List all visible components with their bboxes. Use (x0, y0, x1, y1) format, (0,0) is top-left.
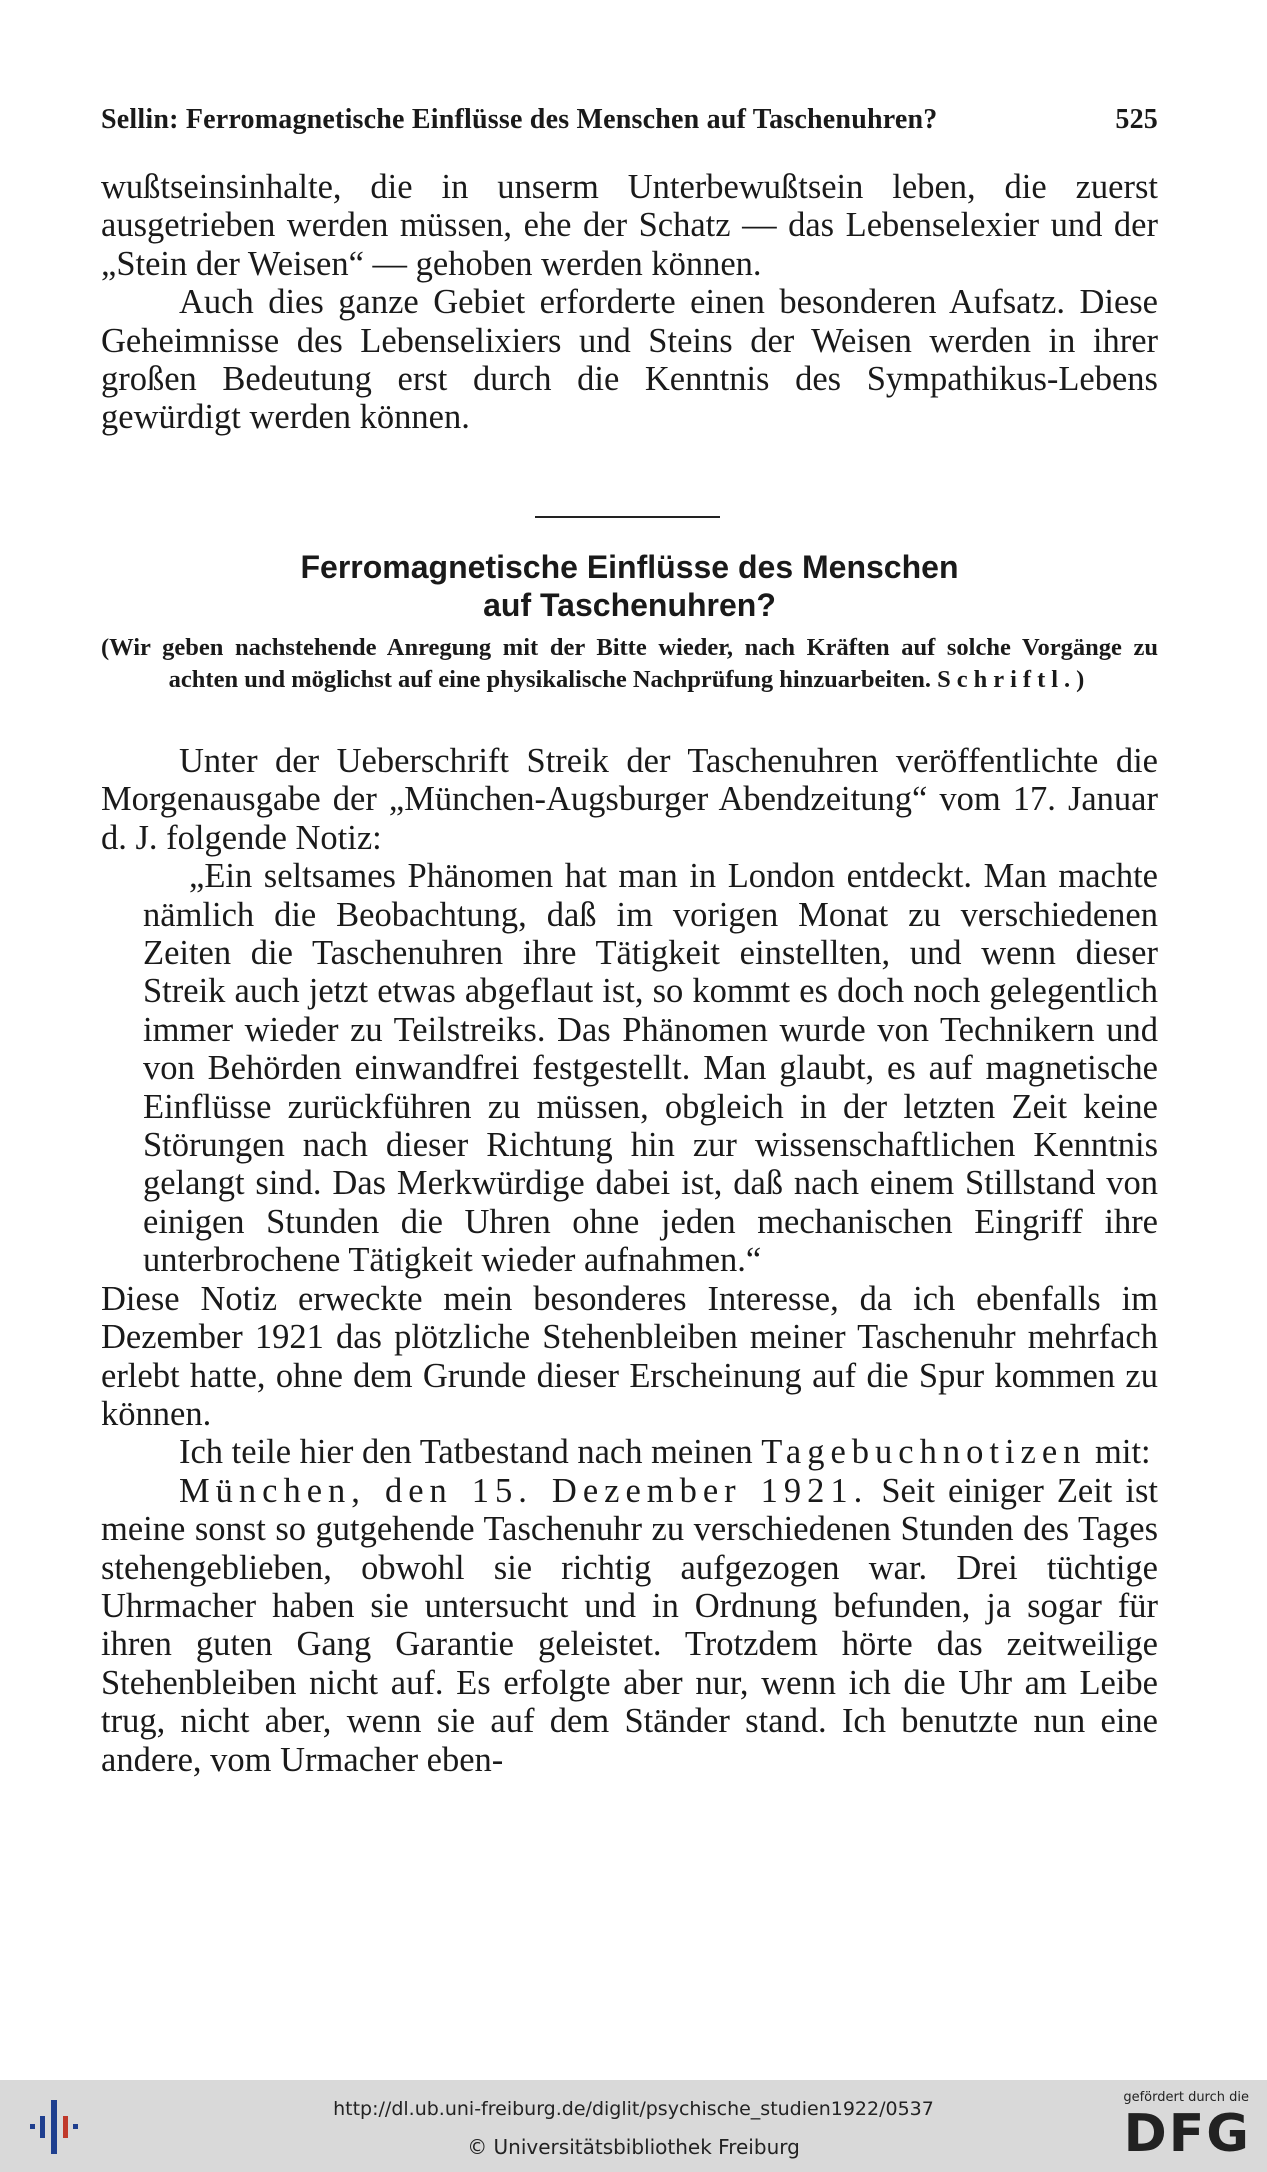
dfg-logo: DFG (1123, 2104, 1251, 2164)
running-head (101, 104, 1158, 136)
copyright: © Universitätsbibliothek Freiburg (467, 2135, 800, 2159)
diary-entry (101, 1472, 1158, 1779)
permalink[interactable]: http://dl.ub.uni-freiburg.de/diglit/psychische_studien1922/0537 (333, 2098, 934, 2120)
editor-note (101, 632, 1158, 696)
article-title-line: auf Taschenuhren? (483, 587, 776, 623)
editor-signature: Schriftl.) (937, 666, 1091, 693)
paragraph: wußtseinsinhalte, die in unserm Unterbewußtsein leben, die zuerst ausgetrieben werden müssen, ehe der Schatz — das Lebenselexier und der „Stein der Weisen“ — gehoben werden können. (101, 168, 1158, 283)
article-title-line: Ferromagnetische Einflüsse des Menschen (300, 549, 959, 585)
previous-article-text (101, 168, 1158, 437)
viewer-footer (0, 2080, 1267, 2172)
article-title (101, 548, 1158, 624)
section-divider (535, 516, 720, 518)
editor-note-text: (Wir geben nachstehende Anregung mit der Bitte wieder, nach Kräften auf solche Vorgänge zu achten und möglichst auf eine physikalische Nachprüfung hinzuarbeiten. (101, 634, 1158, 693)
page-number: 525 (1115, 104, 1158, 135)
article-body (101, 742, 1158, 1779)
newspaper-quote: „Ein seltsames Phänomen hat man in London entdeckt. Man machte nämlich die Beobachtung, daß im vorigen Monat zu verschiedenen Zeiten die Taschenuhren ihre Tätigkeit einstellten, und wenn dieser Streik auch jetzt etwas abgeflaut ist, so kommt es doch noch gelegentlich immer wieder zu Teilstreiks. Das Phänomen wurde von Technikern und von Behörden einwandfrei festgestellt. Man glaubt, es auf magnetische Einflüsse zurückführen zu müssen, obgleich in der letzten Zeit keine Störungen nach dieser Richtung hin zur wissenschaftlichen Kenntnis gelangt sind. Das Merkwürdige dabei ist, daß nach einem Stillstand von einigen Stunden die Uhren ohne jeden mechanischen Eingriff ihre unterbrochene Tätigkeit wieder aufnahmen.“ (143, 857, 1158, 1280)
paragraph (101, 1433, 1158, 1471)
paragraph: Diese Notiz erweckte mein besonderes Interesse, da ich ebenfalls im Dezember 1921 das plötzliche Stehenbleiben meiner Taschenuhr mehrfach erlebt hatte, ohne dem Grunde dieser Erscheinung auf die Spur kommen zu können. (101, 1279, 1158, 1433)
diary-text: Seit einiger Zeit ist meine sonst so gutgehende Taschenuhr zu verschiedenen Stunden des Tages stehengeblieben, obwohl sie richtig aufgezogen war. Drei tüchtige Uhrmacher haben sie untersucht und in Ordnung befunden, ja sogar für ihren guten Gang Garantie geleistet. Trotzdem hörte das zeitweilige Stehenbleiben nicht auf. Es erfolgte aber nur, wenn ich die Uhr am Leibe trug, nicht aber, wenn sie auf dem Ständer stand. Ich benutzte nun eine andere, vom Urmacher eben- (101, 1471, 1159, 1779)
running-head-title: Sellin: Ferromagnetische Einflüsse des Menschen auf Taschenuhren? (101, 104, 938, 135)
diary-date: München, den 15. Dezember 1921. (179, 1471, 869, 1510)
spaced-text: Tagebuchnotizen (761, 1433, 1087, 1472)
paragraph: Auch dies ganze Gebiet erforderte einen besonderen Aufsatz. Diese Geheimnisse des Lebenselixiers und Steins der Weisen werden in ihrer großen Bedeutung erst durch die Kenntnis des Sympathikus-Lebens gewürdigt werden können. (101, 283, 1158, 437)
text-run: Ich teile hier den Tatbestand nach meinen (179, 1433, 753, 1472)
paragraph: Unter der Ueberschrift Streik der Taschenuhren veröffentlichte die Morgenausgabe der „München-Augsburger Abendzeitung“ vom 17. Januar d. J. folgende Notiz: (101, 742, 1158, 857)
dfg-caption: gefördert durch die (1123, 2090, 1249, 2105)
text-run: mit: (1095, 1433, 1151, 1472)
